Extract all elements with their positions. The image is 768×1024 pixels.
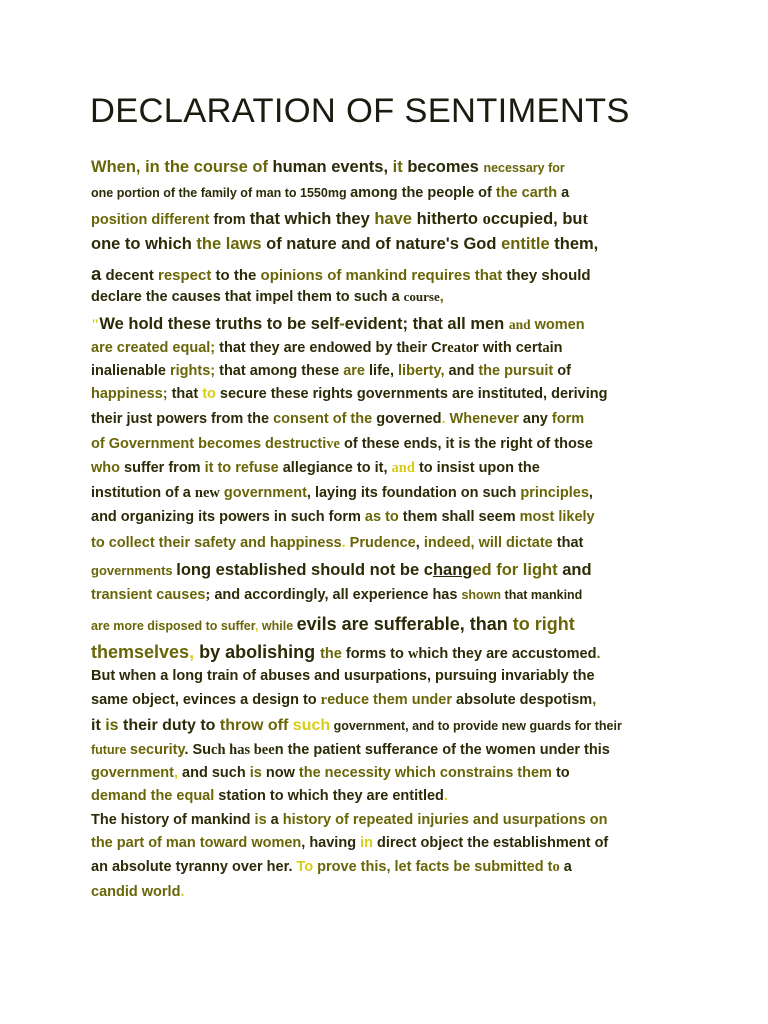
text-run: transient causes xyxy=(91,587,206,603)
text-run: , xyxy=(588,485,593,501)
text-line xyxy=(91,461,540,476)
text-run: women xyxy=(530,317,585,333)
text-run: shown xyxy=(461,588,502,602)
text-line xyxy=(91,615,575,633)
text-run: institution of a xyxy=(91,485,195,501)
text-run: allegiance to it, xyxy=(278,460,392,476)
text-line xyxy=(91,316,585,333)
text-run: the carth xyxy=(495,185,558,201)
text-run: have xyxy=(374,210,412,228)
text-run: government xyxy=(91,765,174,781)
text-run: of xyxy=(323,267,346,284)
text-run: , xyxy=(189,642,195,662)
text-run: and such xyxy=(178,765,250,781)
text-run: , laying its foundation on such xyxy=(306,485,521,501)
text-run: any xyxy=(518,411,552,427)
text-run: on xyxy=(585,812,608,828)
text-run: hang xyxy=(432,561,473,579)
text-run: - xyxy=(339,315,345,333)
text-run: Whenever xyxy=(449,411,519,427)
text-run: that xyxy=(167,386,203,402)
text-run: Prudence xyxy=(349,535,416,551)
text-run: throw off xyxy=(219,717,293,734)
text-run: . xyxy=(180,884,185,900)
text-run: the xyxy=(320,646,342,662)
text-run: them, xyxy=(549,235,599,253)
text-run: candid world xyxy=(91,884,181,900)
text-run: one portion of the family of man to 1550mg xyxy=(91,186,351,200)
text-run: it to refuse xyxy=(204,460,279,476)
text-line xyxy=(91,236,598,253)
text-line xyxy=(91,290,444,305)
text-run: long established should not be c xyxy=(176,561,433,579)
text-line xyxy=(91,265,591,284)
text-run: , xyxy=(592,692,597,708)
text-line xyxy=(91,718,622,734)
text-run: the laws xyxy=(196,235,262,253)
text-run: they should xyxy=(502,267,591,284)
text-run: To xyxy=(296,859,314,875)
text-line xyxy=(91,186,569,201)
text-run: one to which xyxy=(91,235,197,253)
text-run: history of repeated injuries and usurpations xyxy=(282,812,586,828)
text-run: is xyxy=(249,765,262,781)
text-run: the pursuit xyxy=(478,363,554,379)
text-run: ed for light xyxy=(472,561,558,579)
text-run: is xyxy=(254,812,267,828)
text-run: that among these xyxy=(215,363,344,379)
text-run: liberty, xyxy=(398,363,445,379)
text-run: their just powers from the xyxy=(91,411,274,427)
text-run: indeed, will dictate xyxy=(423,535,553,551)
text-run: principles xyxy=(520,485,589,501)
text-run: t xyxy=(582,209,588,228)
text-run: who xyxy=(91,460,120,476)
text-run: are xyxy=(343,363,365,379)
text-run: and xyxy=(557,561,592,579)
text-run: their duty to xyxy=(118,717,220,734)
text-run: . xyxy=(596,646,601,662)
text-line xyxy=(91,536,583,551)
text-run: The history of mankind xyxy=(91,812,255,828)
text-run: o xyxy=(552,859,560,875)
text-run: . xyxy=(441,411,450,427)
text-run: d xyxy=(326,340,335,356)
text-run: most likely xyxy=(519,509,595,525)
text-run: evils are sufferable, than xyxy=(296,614,513,634)
text-run: " xyxy=(91,317,100,333)
text-run: security xyxy=(129,742,185,758)
text-run: government xyxy=(219,485,307,501)
text-run: same object, evinces a design to xyxy=(91,692,321,708)
text-run: hich they are accustomed xyxy=(418,646,597,662)
text-run: secure these rights governments are instituted, deriving xyxy=(215,386,608,402)
text-run: absolute despotism xyxy=(452,692,593,708)
text-run: owed by xyxy=(334,340,397,356)
text-run: it xyxy=(392,158,403,176)
text-run: that which they xyxy=(249,210,375,228)
text-run: the equal xyxy=(150,788,215,804)
text-run: as to xyxy=(364,509,399,525)
text-run: and xyxy=(508,317,531,332)
text-line xyxy=(91,743,610,758)
text-run: , xyxy=(254,619,262,633)
text-run: and organizing its powers in such form xyxy=(91,509,365,525)
text-line xyxy=(91,860,572,875)
text-run: But when a long train of abuses and usurpations, pursuing invariably the xyxy=(91,668,595,684)
text-run: by abolishing xyxy=(194,642,321,662)
text-line xyxy=(91,562,592,579)
text-run: a xyxy=(91,263,102,284)
text-run: safety and happiness xyxy=(194,535,342,551)
text-run: decent xyxy=(101,267,158,284)
text-run: rights; xyxy=(169,363,216,379)
text-run: to collect their xyxy=(91,535,195,551)
text-run: that mankind xyxy=(501,588,583,602)
text-line xyxy=(91,766,570,781)
text-line xyxy=(91,510,595,525)
text-line xyxy=(91,387,607,402)
text-run: a xyxy=(559,859,572,875)
text-run: educe them under xyxy=(327,692,452,708)
document-title: DECLARATION OF SENTIMENTS xyxy=(90,92,630,130)
text-run: form xyxy=(551,411,585,427)
text-run: consent of the xyxy=(273,411,373,427)
text-line xyxy=(91,813,607,828)
text-run: to xyxy=(202,386,216,402)
text-line xyxy=(91,159,565,176)
text-run: . xyxy=(341,535,350,551)
text-run: of xyxy=(252,158,268,176)
text-run: h xyxy=(401,340,410,356)
text-line xyxy=(91,789,448,804)
text-line xyxy=(91,669,595,684)
text-run: . xyxy=(443,788,448,804)
text-run: a xyxy=(266,812,283,828)
text-line xyxy=(91,885,184,900)
text-run: declare the causes that impel them to such a xyxy=(91,289,404,305)
text-run: r xyxy=(320,692,328,708)
text-run: the part of man toward women xyxy=(91,835,302,851)
text-run: inalienable xyxy=(91,363,170,379)
text-run: an absolute tyranny over her xyxy=(91,859,289,875)
text-run: the necessity which constrains them xyxy=(298,765,552,781)
text-run: ccupied, bu xyxy=(490,210,583,228)
text-run: ; xyxy=(205,587,211,603)
text-run: among the people of xyxy=(350,185,496,201)
text-run: eir Cr xyxy=(409,340,448,356)
text-run: . xyxy=(288,859,297,875)
text-run: are more disposed to suffer xyxy=(91,619,255,633)
text-line xyxy=(91,588,582,603)
text-run: When, in the course xyxy=(91,158,253,176)
text-run: such xyxy=(292,717,331,734)
text-run: that they are en xyxy=(215,340,327,356)
text-run: evident; that all men xyxy=(344,315,509,333)
text-line xyxy=(91,836,608,851)
text-run: government, and to provide new guards for their xyxy=(330,719,622,733)
text-line xyxy=(91,486,593,501)
text-run: and xyxy=(444,363,479,379)
text-run: human events, xyxy=(267,158,393,176)
text-run: them shall seem xyxy=(398,509,520,525)
text-run: mankind requires that xyxy=(345,267,503,284)
text-run: , xyxy=(439,289,444,305)
text-run: t xyxy=(396,340,402,356)
text-run: to right xyxy=(512,614,575,634)
text-run: of nature and of nature's God xyxy=(261,235,502,253)
text-run: is xyxy=(105,717,119,734)
text-line xyxy=(91,437,593,452)
text-run: of Government becomes destructi xyxy=(91,436,327,452)
text-run: position different xyxy=(91,212,214,228)
text-run: from xyxy=(213,212,250,228)
text-run: to xyxy=(551,765,570,781)
text-run: and xyxy=(391,460,415,476)
text-run: o xyxy=(482,209,491,228)
text-run: now xyxy=(261,765,299,781)
text-line xyxy=(91,341,562,356)
text-line xyxy=(91,643,601,662)
text-run: forms to xyxy=(341,646,408,662)
text-run: r with cert xyxy=(473,340,543,356)
text-run: course xyxy=(403,289,440,304)
text-run: , xyxy=(415,535,424,551)
text-run: of xyxy=(553,363,571,379)
text-run: demand xyxy=(91,788,151,804)
text-line xyxy=(91,693,596,708)
text-run: hitherto xyxy=(411,210,483,228)
text-run: life, xyxy=(364,363,399,379)
text-run: happiness; xyxy=(91,386,168,402)
text-run: while xyxy=(261,619,297,633)
text-run: future xyxy=(91,743,130,757)
text-run: ch has bee xyxy=(211,742,275,758)
text-run: suffer from xyxy=(120,460,205,476)
text-run: prove this, let facts be submitted t xyxy=(313,859,553,875)
text-line xyxy=(91,211,588,228)
text-run: are created equal; xyxy=(91,340,216,356)
text-run: that xyxy=(552,535,584,551)
text-run: station to which they are entitled xyxy=(214,788,444,804)
text-run: governed xyxy=(372,411,442,427)
text-run: n the patient sufferance of the women under this xyxy=(274,742,610,758)
text-run: it xyxy=(91,717,106,734)
text-run: entitle xyxy=(501,235,550,253)
text-run: governments xyxy=(91,563,177,578)
text-run: , xyxy=(174,765,179,781)
text-run: eato xyxy=(447,340,474,356)
text-line xyxy=(91,412,584,427)
text-run: . Su xyxy=(184,742,212,758)
text-run: respect xyxy=(157,267,212,284)
text-run: direct object the establishment of xyxy=(372,835,609,851)
text-run: in xyxy=(360,835,373,851)
text-run: of these ends, it is the right of those xyxy=(339,436,593,452)
text-run: ve xyxy=(326,436,340,452)
text-run: to insist upon the xyxy=(414,460,540,476)
text-run: to the xyxy=(211,267,261,284)
text-run: opinions xyxy=(260,267,324,284)
text-run: We hold these truths to be self xyxy=(99,315,340,333)
text-line xyxy=(91,364,571,379)
text-run: a xyxy=(542,340,550,356)
text-run: and accordingly, all experience has xyxy=(210,587,462,603)
text-run: , having xyxy=(301,835,361,851)
text-run: necessary for xyxy=(483,161,565,175)
text-run: themselves xyxy=(91,642,190,662)
text-run: becomes xyxy=(402,158,484,176)
text-run: a xyxy=(557,185,570,201)
text-run: new xyxy=(194,485,220,501)
text-run: w xyxy=(407,646,419,662)
text-run: in xyxy=(549,340,563,356)
